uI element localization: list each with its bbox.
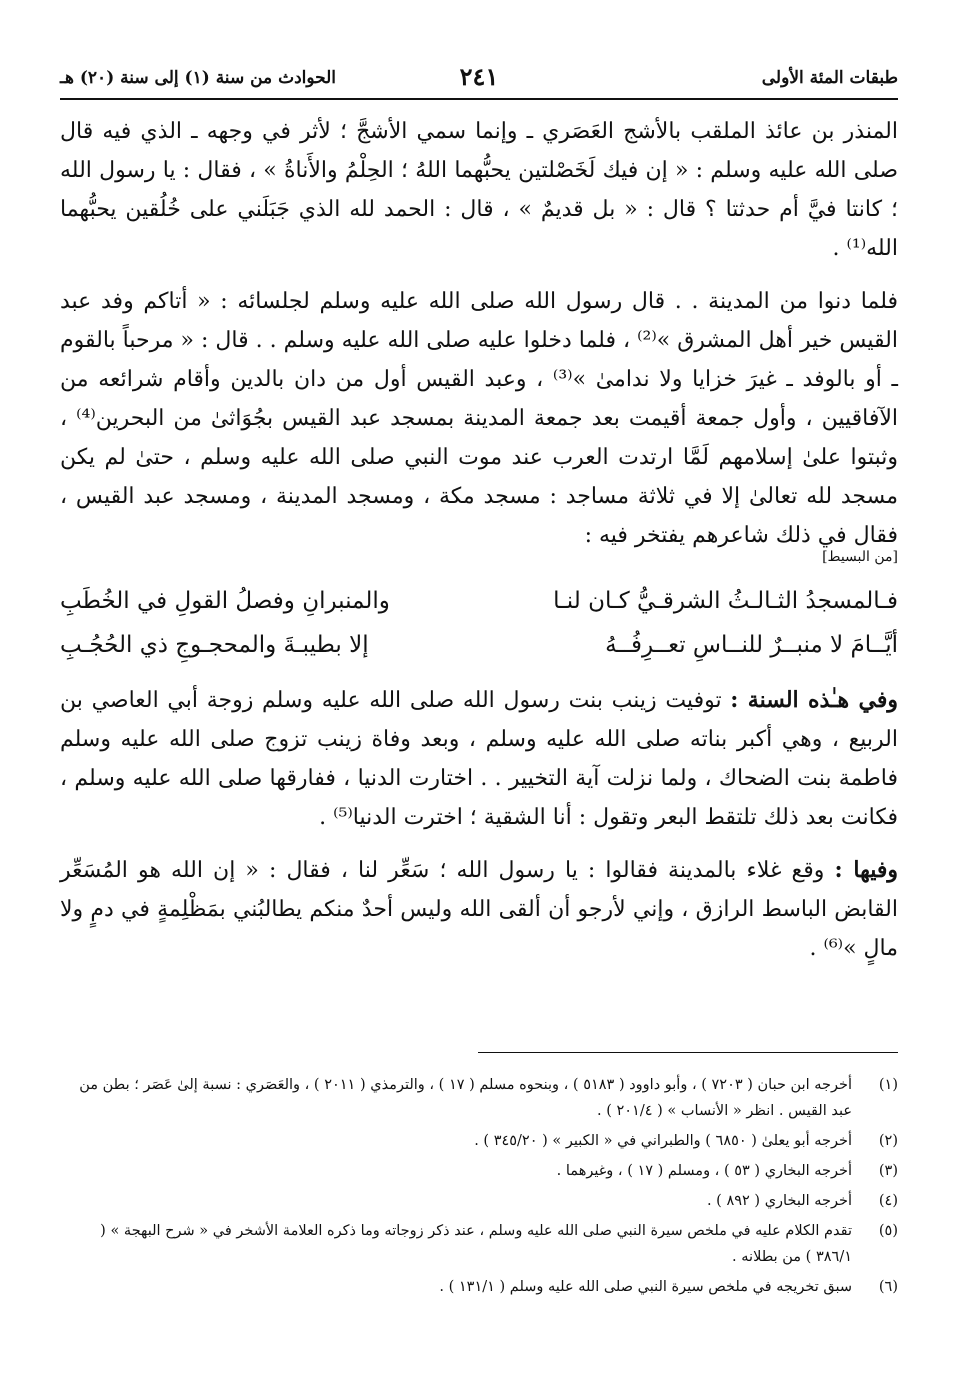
footnote [60,1188,898,1214]
poem-verse [60,623,898,667]
paragraph-4-lead: وفيها : [834,857,898,883]
footnote-text: أخرجه أبو يعلىٰ ( ٦٨٥٠ ) والطبراني في « الكبير » ( ٣٤٥/٢٠ ) . [474,1133,852,1149]
poem-verse [60,579,898,623]
verse-second-hemistich: والمنبرانِ وفصلُ القولِ في الخُطَبِ [60,588,390,614]
verse-first-hemistich: فـالمسجدُ الثـالـثُ الشرقـيُّ كـان لنـا [553,588,898,614]
footnote [60,1158,898,1184]
poem [60,579,898,667]
main-text [60,112,898,982]
footnotes [60,1072,898,1304]
footnote [60,1274,898,1300]
footnote-text: سبق تخريجه في ملخص سيرة النبي صلى الله عليه وسلم ( ١٣١/١ ) . [439,1279,852,1295]
paragraph-4 [60,851,898,968]
section-title: الحوادث من سنة (١) إلى سنة (٢٠) هـ [60,68,337,88]
paragraph-4-text: وقع غلاء بالمدينة فقالوا : يا رسول الله ؛ سَعِّر لنا ، فقال : « إن الله هو المُسَعِّر القابض الباسط الرازق ، وإني لأرجو أن ألقى الله وليس أحدٌ منكم يطالبُني بمَظْلِمةٍ في دمٍ ولا مالٍ »⁽⁶⁾ . [60,858,898,961]
footnote-text: تقدم الكلام عليه في ملخص سيرة النبي صلى الله عليه وسلم ، عند ذكر زوجاته وما ذكره العلامة الأشخر في « شرح البهجة » ( ٣٨٦/١ ) من بطلانه . [100,1223,852,1265]
footnote-text: أخرجه البخاري ( ٨٩٢ ) . [706,1193,852,1209]
footnote-number: (٣) [878,1163,898,1179]
meter-tag: [من البسيط] [822,549,898,565]
footnote [60,1218,898,1270]
book-title: طبقات المئة الأولى [761,68,898,88]
paragraph-3-lead: وفي هـٰذه السنة : [730,687,898,713]
footnote-text: أخرجه البخاري ( ٥٣ ) ، ومسلم ( ١٧ ) ، وغيرهما . [556,1163,852,1179]
page-number: ٢٤١ [459,62,499,91]
footnote-divider [478,1052,898,1053]
verse-first-hemistich: أيَّــامَ لا منبــرٌ للنــاسِ تعــرِفُــهُ [605,632,898,658]
paragraph-2 [60,282,898,565]
verse-second-hemistich: إلا بطيبـةَ والمحجـوجِ ذي الحُجُـبِ [60,632,369,658]
paragraph-2-text: فلما دنوا من المدينة . . قال رسول الله صلى الله عليه وسلم لجلسائه : « أتاكم وفد عبد القيس خير أهل المشرق »⁽²⁾ ، فلما دخلوا عليه صلى الله عليه وسلم . . قال : « مرحباً بالقوم ـ أو بالوفد ـ غيرَ خزايا ولا ندامىٰ »⁽³⁾ ، وعبد القيس أول من دان بالدين وأقام شرائعه من الآفاقيين ، وأول جمعة أقيمت بعد جمعة المدينة بمسجد عبد القيس بجُوَاثىٰ من البحرين⁽⁴⁾ ، وثبتوا علىٰ إسلامهم لَمَّا ارتدت العرب عند موت النبي صلى الله عليه وسلم ، حتىٰ لم يكن مسجد لله تعالىٰ إلا في ثلاثة مساجد : مسجد مكة ، ومسجد المدينة ، ومسجد عبد القيس ، فقال في ذلك شاعرهم يفتخر فيه : [60,289,899,548]
page-header [60,58,898,100]
footnote [60,1072,898,1124]
footnote [60,1128,898,1154]
paragraph-3 [60,681,898,837]
footnote-number: (٢) [878,1133,898,1149]
paragraph-3-text: توفيت زينب بنت رسول الله صلى الله عليه وسلم زوجة أبي العاصي بن الربيع ، وهي أكبر بناته صلى الله عليه وسلم ، وبعد وفاة زينب تزوج صلى الله عليه وسلم فاطمة بنت الضحاك ، ولما نزلت آية التخيير . . اختارت الدنيا ، ففارقها صلى الله عليه وسلم ، فكانت بعد ذلك تلتقط البعر وتقول : أنا الشقية ؛ اخترت الدنيا⁽⁵⁾ . [60,688,898,830]
paragraph-1: المنذر بن عائذ الملقب بالأشج العَصَري ـ وإنما سمي الأشجَّ ؛ لأثر في وجهه ـ الذي فيه قال صلى الله عليه وسلم : « إن فيك لَخَصْلتين يحبُّهما اللهُ ؛ الحِلْمُ والأَناةُ » ، فقال : يا رسول الله ؛ كانتا فيَّ أم حدثتا ؟ قال : « بل قديمٌ » ، قال : الحمد لله الذي جَبَلَني على خُلُقين يحبُّهما الله⁽¹⁾ . [60,119,898,261]
footnote-number: (٥) [878,1223,898,1239]
footnote-text: أخرجه ابن حبان ( ٧٢٠٣ ) ، وأبو داوود ( ٥١٨٣ ) ، وبنحوه مسلم ( ١٧ ) ، والترمذي ( ٢٠١١ ) ، والعَصَري : نسبة إلىٰ عَصَر ؛ بطن من عبد القيس . انظر « الأنساب » ( ٢٠١/٤ ) . [79,1077,852,1119]
footnote-number: (٦) [878,1279,898,1295]
footnote-number: (١) [878,1077,898,1093]
footnote-number: (٤) [878,1193,898,1209]
